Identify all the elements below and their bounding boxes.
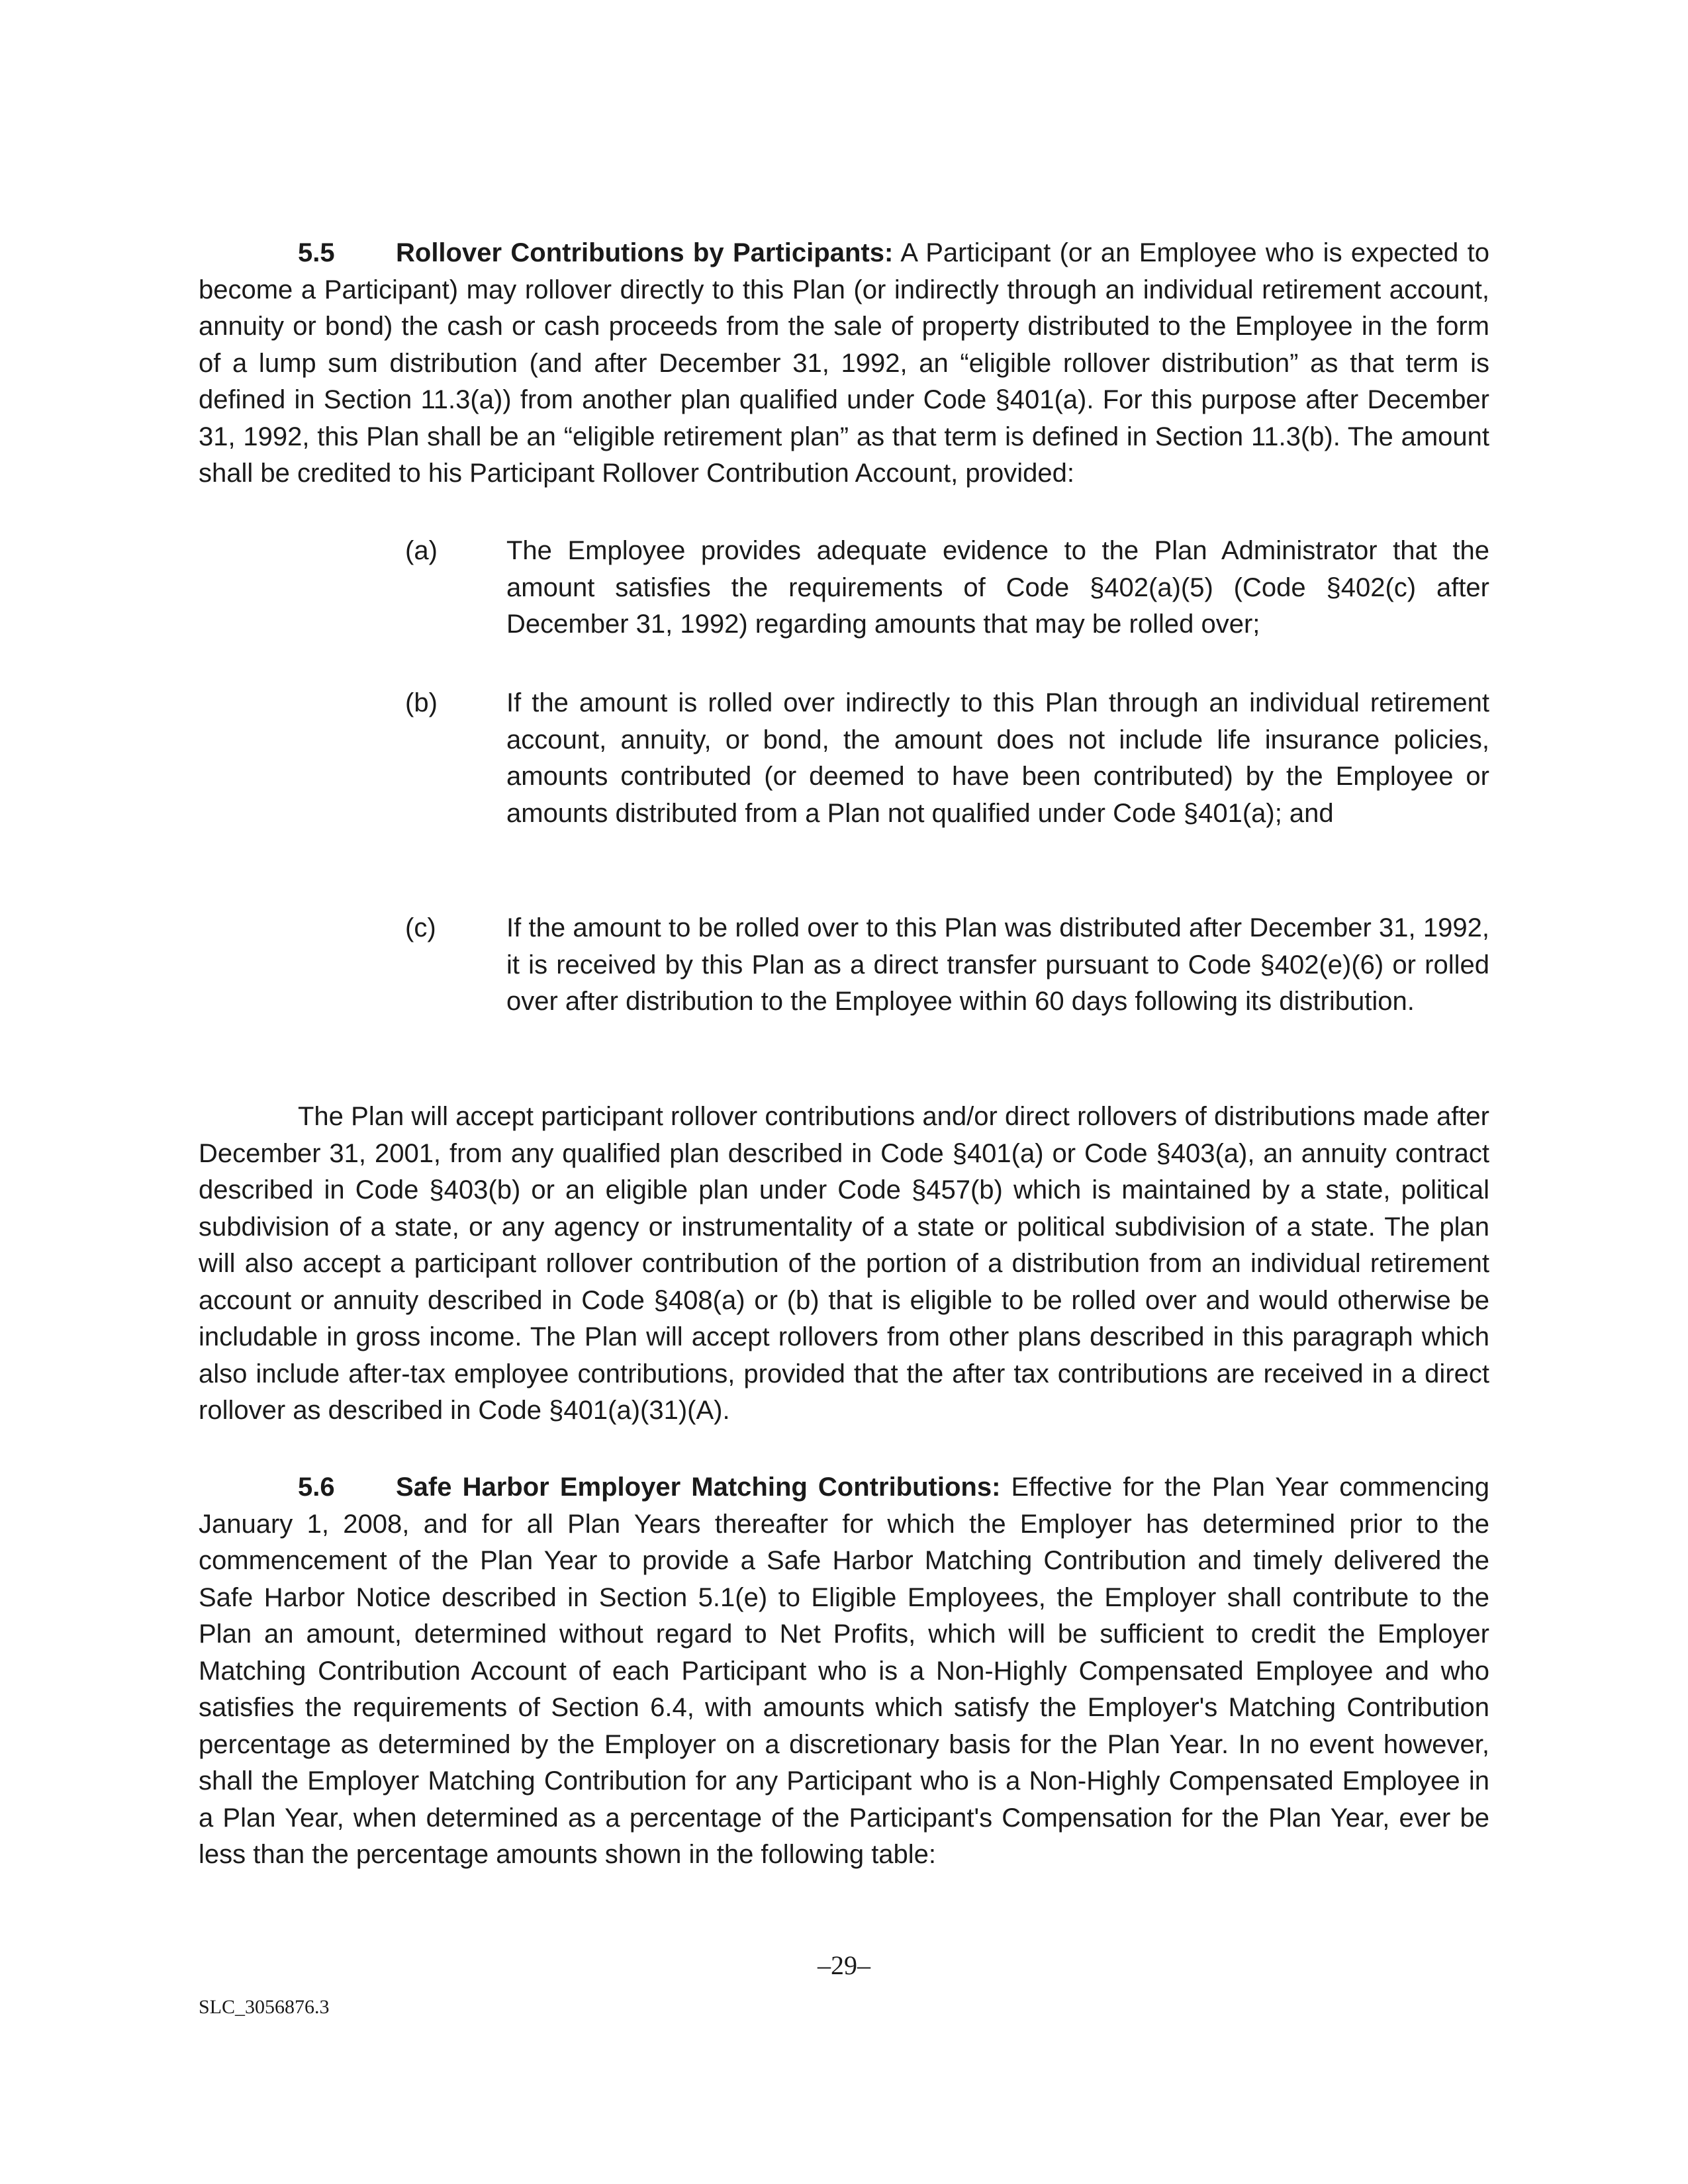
rollover-paragraph: The Plan will accept participant rollover contributions and/or direct rollovers of distributions made after December 31, 2001, from any qualified plan described in Code §401(a) or Code §403(a), an annuity contract described in Code §403(b) or an eligible plan under Code §457(b) which is maintained by a state, political subdivision of a state, or any agency or instrumentality of a state or political subdivision of a state. The plan will also accept a participant rollover contribution of the portion of a distribution from an individual retirement account or annuity described in Code §408(a) or (b) that is eligible to be rolled over and would otherwise be includable in gross income. The Plan will accept rollovers from other plans described in this paragraph which also include after-tax employee contributions, provided that the after tax contributions are received in a direct rollover as described in Code §401(a)(31)(A). <box>199 1102 1489 1425</box>
list-item-label: (a) <box>405 536 438 565</box>
section-text: A Participant (or an Employee who is expected to become a Participant) may rollover directly to this Plan (or indirectly through an individual retirement account, annuity or bond) the cash or cash proceeds from the sale of property distributed to the Employee in the form of a lump sum distribution (and after December 31, 1992, an “eligible rollover distribution” as that term is defined in Section 11.3(a)) from another plan qualified under Code §401(a). For this purpose after December 31, 1992, this Plan shall be an “eligible retirement plan” as that term is defined in Section 11.3(b). The amount shall be credited to his Participant Rollover Contribution Account, provided: <box>199 238 1489 488</box>
section-number: 5.6 <box>298 1473 335 1502</box>
list-item-text: The Employee provides adequate evidence to the Plan Administrator that the amount satisfies the requirements of Code §402(a)(5) (Code §402(c) after December 31, 1992) regarding amounts that may be rolled over; <box>506 536 1489 639</box>
list-item-label: (b) <box>405 688 438 717</box>
list-item-text: If the amount is rolled over indirectly to this Plan through an individual retirement account, annuity, or bond, the amount does not include life insurance policies, amounts contributed (or deemed to have been contributed) by the Employee or amounts distributed from a Plan not qualified under Code §401(a); and <box>506 688 1489 828</box>
section-number: 5.5 <box>298 238 335 267</box>
section-text: Effective for the Plan Year commencing January 1, 2008, and for all Plan Years thereafter for which the Employer has determined prior to the commencement of the Plan Year to provide a Safe Harbor Matching Contribution and timely delivered the Safe Harbor Notice described in Section 5.1(e) to Eligible Employees, the Employer shall contribute to the Plan an amount, determined without regard to Net Profits, which will be sufficient to credit the Employer Matching Contribution Account of each Participant who is a Non-Highly Compensated Employee and who satisfies the requirements of Section 6.4, with amounts which satisfy the Employer's Matching Contribution percentage as determined by the Employer on a discretionary basis for the Plan Year. In no event however, shall the Employer Matching Contribution for any Participant who is a Non-Highly Compensated Employee in a Plan Year, when determined as a percentage of the Participant's Compensation for the Plan Year, ever be less than the percentage amounts shown in the following table: <box>199 1473 1489 1869</box>
page-number: –29– <box>818 1950 870 1980</box>
section-5-6-paragraph <box>199 1469 1489 1874</box>
document-id: SLC_3056876.3 <box>199 1996 330 2018</box>
section-title: Rollover Contributions by Participants: <box>396 238 894 267</box>
section-title: Safe Harbor Employer Matching Contributions: <box>396 1473 1001 1502</box>
section-5-5-paragraph <box>199 235 1489 492</box>
list-item-label: (c) <box>405 913 436 942</box>
list-item-text: If the amount to be rolled over to this Plan was distributed after December 31, 1992, it is received by this Plan as a direct transfer pursuant to Code §402(e)(6) or rolled over after distribution to the Employee within 60 days following its distribution. <box>506 913 1489 1016</box>
